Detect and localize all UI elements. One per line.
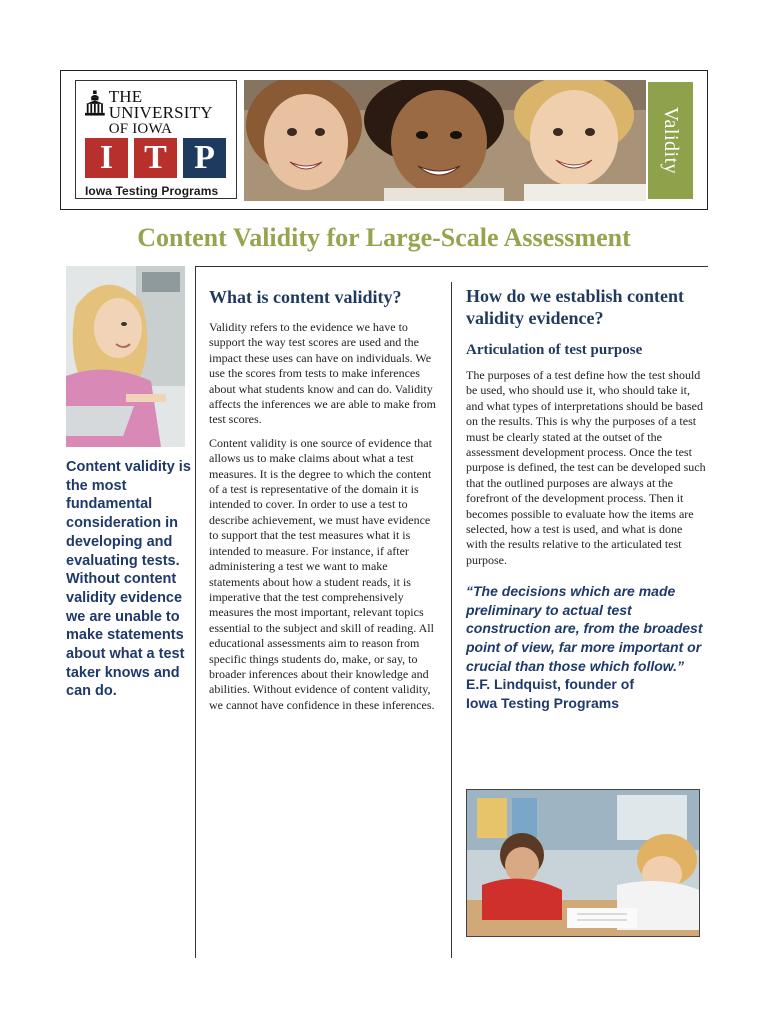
quote-attribution-line1: E.F. Lindquist, founder of [466,676,634,693]
title-rule [195,266,708,267]
children-photo [244,80,646,201]
itp-logo-block [75,80,237,199]
classroom-photo [466,789,700,937]
itp-name: Iowa Testing Programs [85,184,219,198]
university-name-line2: OF IOWA [108,121,173,137]
girl-at-computer-photo [66,266,185,447]
itp-letter-t: T [134,138,177,178]
page-title: Content Validity for Large-Scale Assessment [137,223,631,252]
middle-column [209,286,441,713]
column-divider-right [451,282,452,958]
section-heading-what: What is content validity? [209,287,402,307]
paragraph: Validity refers to the evidence we have to support the way test scores are used and the impact these uses can have on individuals. We use the scores from tests to make inferences about what students know and can do. Validity affects the inferences we are able to make from test scores. [209,320,436,427]
classroom-photo-illustration [467,790,699,936]
itp-letter-i: I [85,138,128,178]
quote-attribution-line2: Iowa Testing Programs [466,694,619,711]
column-divider-left [195,266,196,958]
header-banner [60,70,708,210]
validity-tab [646,80,695,201]
paragraph: The purposes of a test define how the test should be used, who should use it, who should take it, and what types of interpretations should be based on the results. This is why the purposes of a test must be clearly stated at the outset of the assessment development process. Once the test purpose is defined, the test can be developed such that the outlined purposes are always at the forefront of the development process. Then it becomes possible to evaluate how the items are selected, how a test is used, and what is done with the results relative to the articulated test purpose. [466,368,706,567]
right-column [466,285,706,712]
girl-photo-illustration [66,266,185,447]
old-capitol-icon [85,89,105,117]
sidebar-callout: Content validity is the most fundamental consideration in developing and evaluating tests. Without content validity evidence we are unable to make statements about what a test taker knows and can do. [66,459,191,700]
lindquist-quote: “The decisions which are made preliminary to actual test construction are, from the broadest point of view, far more important or crucial than those which follow.” [466,583,703,674]
children-photo-illustration [244,80,646,201]
paragraph: Content validity is one source of evidence that allows us to make claims about what a test measures. It is the degree to which the content of a test is representative of the domain it is intended to cover. In order to use a test to describe achievement, we must have evidence to support that the test measures what it is intended to measure. For instance, if after administering a test we want to make statements about how a student reads, it is imperative that the test comprehensively measures the most important, relevant topics essential to the subject and skill of reading. All educational assessments aim to reason from specific things students do, make, or say, to broader inferences about their knowledge and abilities. Without evidence of content validity, we cannot have confidence in these inferences. [209,435,435,712]
itp-letter-p: P [183,138,226,178]
section-heading-how: How do we establish content validity evidence? [466,286,685,328]
itp-letters [85,138,226,178]
university-logo [85,89,236,137]
university-name-line1: THE UNIVERSITY [108,87,213,122]
validity-tab-label: Validity [660,106,682,175]
subheading-articulation: Articulation of test purpose [466,342,643,358]
